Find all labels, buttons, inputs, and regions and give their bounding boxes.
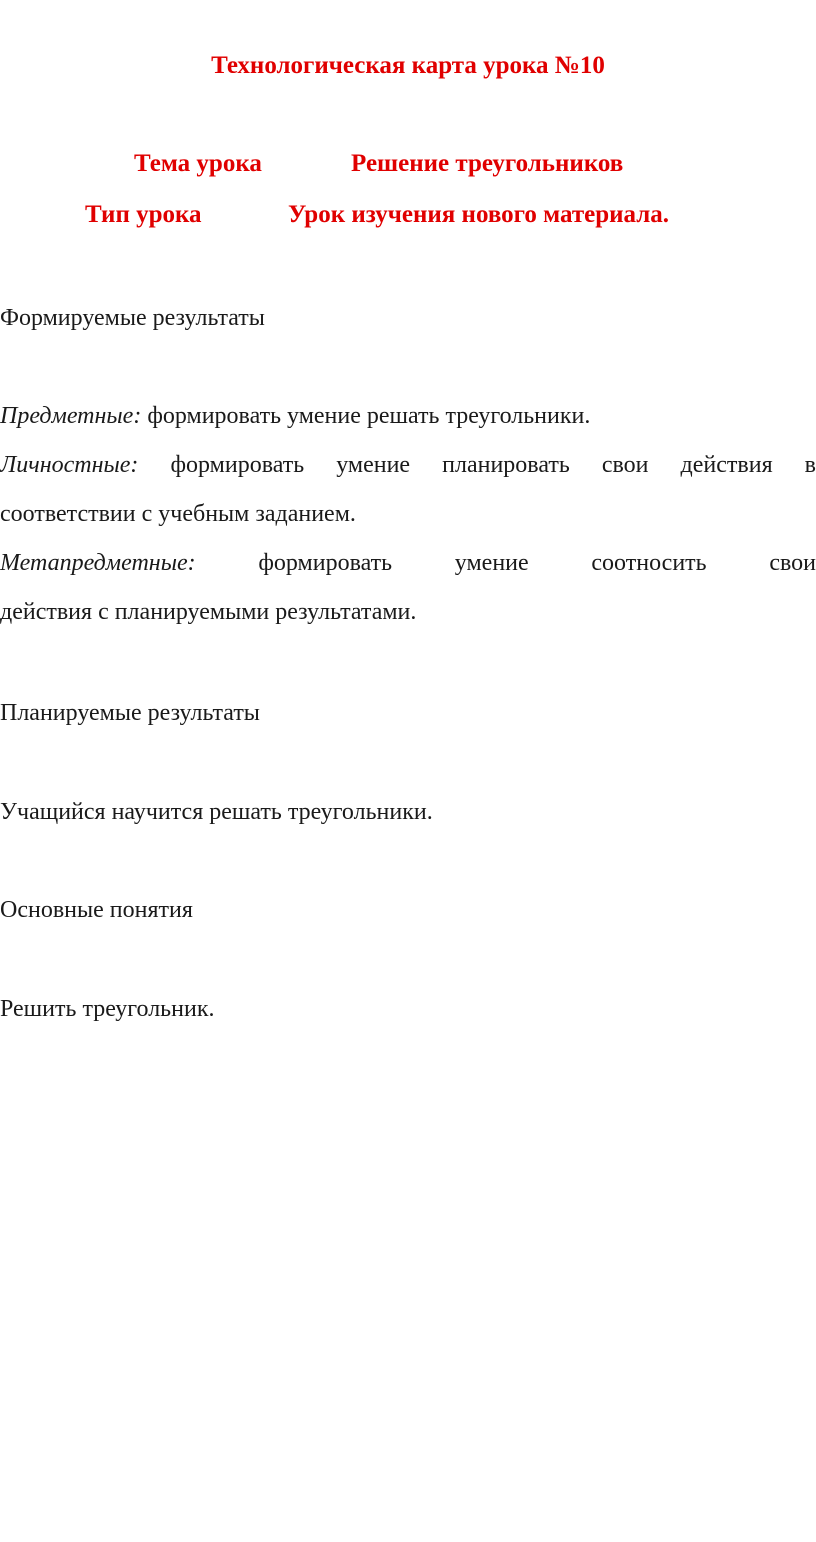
meta-subject-results <box>0 539 816 588</box>
personal-results-continuation: соответствии с учебным заданием. <box>0 501 356 527</box>
meta-subject-results-continuation: действия с планируемыми результатами. <box>0 599 417 625</box>
key-concepts-text: Решить треугольник. <box>0 996 215 1022</box>
personal-results-label: Личностные: <box>0 452 139 478</box>
subject-results <box>0 392 816 441</box>
planned-results-heading: Планируемые результаты <box>0 700 260 726</box>
lesson-type-label: Тип урока <box>85 201 202 228</box>
lesson-type-value: Урок изучения нового материала. <box>288 201 670 228</box>
personal-results <box>0 441 816 490</box>
meta-subject-results-label: Метапредметные: <box>0 550 196 576</box>
subject-results-text: формировать умение решать треугольники. <box>147 403 591 429</box>
personal-results-text: формировать умение планировать свои действия в <box>170 452 816 478</box>
lesson-topic-value: Решение треугольников <box>351 150 624 177</box>
results-list <box>0 392 816 637</box>
lesson-topic-label: Тема урока <box>134 150 262 177</box>
key-concepts-heading: Основные понятия <box>0 897 193 923</box>
document-title: Технологическая карта урока №10 <box>211 52 605 79</box>
subject-results-label: Предметные: <box>0 403 142 429</box>
formed-results-heading: Формируемые результаты <box>0 305 265 331</box>
planned-results-text: Учащийся научится решать треугольники. <box>0 799 433 825</box>
meta-subject-results-text: формировать умение соотносить свои <box>258 550 816 576</box>
